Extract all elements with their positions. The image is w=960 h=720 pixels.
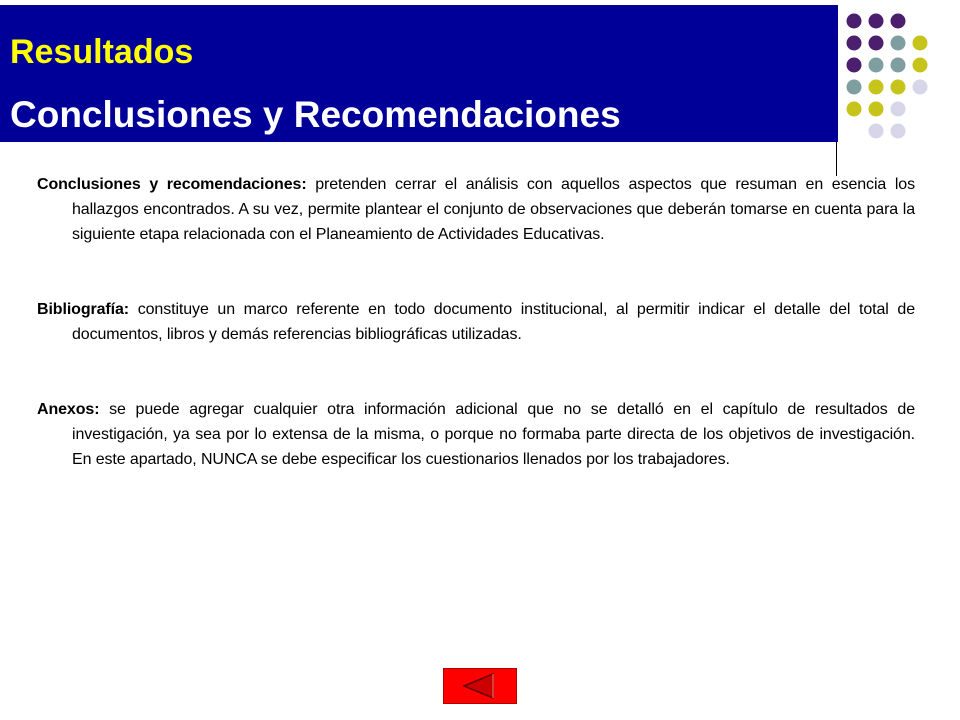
decorative-dot xyxy=(913,36,928,51)
decorative-dot xyxy=(847,36,862,51)
decorative-dot xyxy=(869,102,884,117)
decorative-dot xyxy=(891,80,906,95)
left-triangle-icon xyxy=(444,669,516,703)
paragraph-text: constituye un marco referente en todo documento institucional, al permitir indicar el detalle del total de documentos, libros y demás referencias bibliográficas utilizadas. xyxy=(72,301,915,343)
decorative-dot xyxy=(869,80,884,95)
decorative-dot xyxy=(847,58,862,73)
slide-title: Resultados xyxy=(10,33,194,71)
decorative-dot xyxy=(847,80,862,95)
paragraph-label: Anexos: xyxy=(37,401,100,418)
slide-body xyxy=(37,172,915,472)
decorative-dot xyxy=(891,58,906,73)
decorative-dot-grid xyxy=(845,10,957,152)
decorative-dot xyxy=(913,58,928,73)
decorative-dot xyxy=(913,80,928,95)
decorative-dot xyxy=(869,58,884,73)
slide-subtitle: Conclusiones y Recomendaciones xyxy=(10,94,621,135)
paragraph-anexos xyxy=(37,397,915,472)
decorative-dot xyxy=(869,36,884,51)
decorative-dot xyxy=(891,124,906,139)
decorative-dot xyxy=(847,14,862,29)
divider-line xyxy=(836,142,837,176)
decorative-dot xyxy=(869,124,884,139)
paragraph-conclusiones xyxy=(37,172,915,247)
back-button[interactable] xyxy=(443,668,517,704)
decorative-dot xyxy=(891,36,906,51)
paragraph-text: pretenden cerrar el análisis con aquellos aspectos que resuman en esencia los hallazgos encontrados. A su vez, permite plantear el conjunto de observaciones que deberán tomarse en cuenta para la siguiente etapa relacionada con el Planeamiento de Actividades Educativas. xyxy=(72,176,915,243)
decorative-dot xyxy=(891,14,906,29)
paragraph-label: Bibliografía: xyxy=(37,301,130,318)
paragraph-bibliografia xyxy=(37,297,915,347)
decorative-dot xyxy=(869,14,884,29)
decorative-dot xyxy=(891,102,906,117)
paragraph-label: Conclusiones y recomendaciones: xyxy=(37,176,307,193)
decorative-dot xyxy=(847,102,862,117)
title-banner xyxy=(0,5,838,142)
paragraph-text: se puede agregar cualquier otra información adicional que no se detalló en el capítulo de resultados de investigación, ya sea por lo extensa de la misma, o porque no formaba parte directa de los objetivos de investigación. En este apartado, NUNCA se debe especificar los cuestionarios llenados por los trabajadores. xyxy=(72,401,915,468)
